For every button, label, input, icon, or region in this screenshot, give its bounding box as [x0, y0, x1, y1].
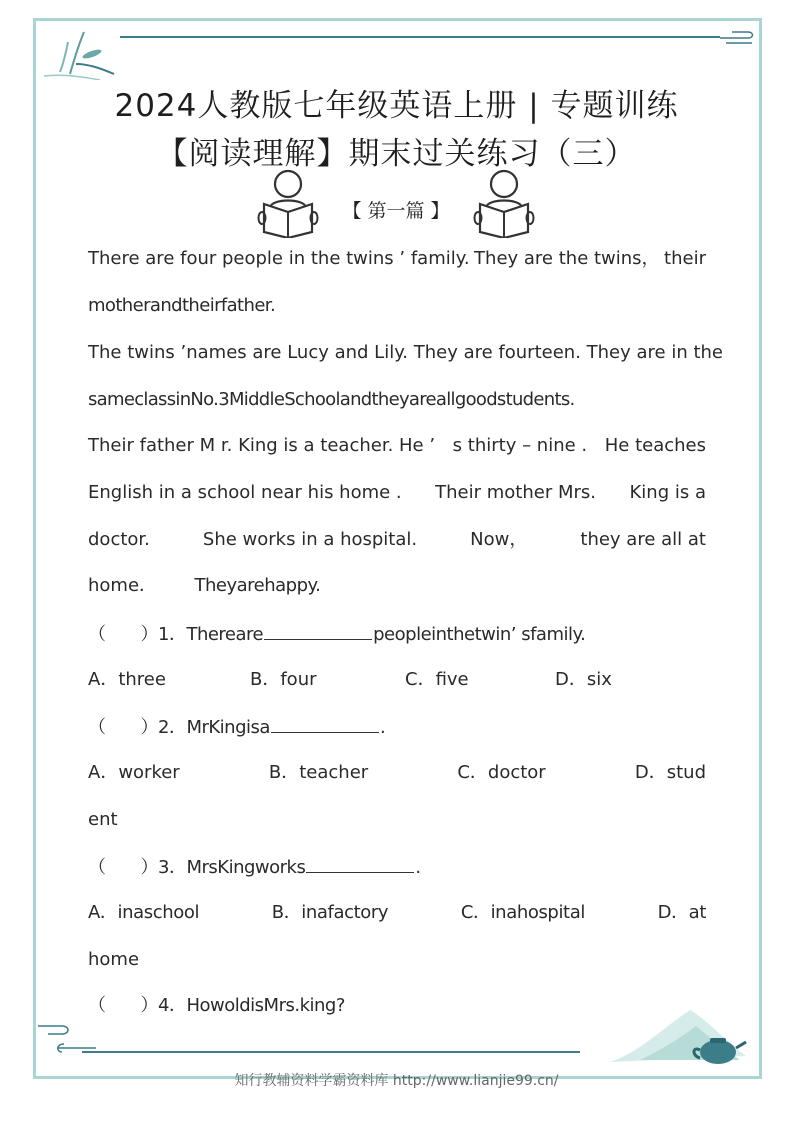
option-wrap: home	[88, 949, 140, 970]
option-d[interactable]: D．stud	[634, 762, 706, 783]
option-d[interactable]: D．at	[657, 902, 706, 923]
passage-line: home． Theyarehappy.	[88, 575, 321, 596]
page-title: 2024人教版七年级英语上册 | 专题训练	[114, 88, 679, 124]
option-a[interactable]: A．inaschool	[88, 902, 200, 923]
question-stem: （ ）2．MrKingisa .	[88, 714, 706, 740]
passage-line: sameclassinNo.3MiddleSchoolandtheyareallgoodstudents.	[88, 389, 575, 410]
answer-blank[interactable]	[306, 854, 414, 873]
option-c[interactable]: C．five	[405, 669, 469, 690]
option-a[interactable]: A．worker	[88, 762, 180, 783]
page-subtitle: 【阅读理解】期末过关练习（三）	[156, 136, 637, 172]
option-c[interactable]: C．inahospital	[460, 902, 585, 923]
question-options	[88, 668, 706, 692]
passage-line: The twins ’ names are Lucy and Lily. They are fourteen. They are in the	[88, 342, 723, 363]
passage-line: English in a school near his home . Their mother Mrs. King is a	[88, 482, 706, 503]
swirl-icon	[718, 30, 758, 46]
option-wrap: ent	[88, 809, 118, 830]
option-c[interactable]: C．doctor	[457, 762, 546, 783]
option-b[interactable]: B．four	[250, 669, 317, 690]
passage-line: motherandtheirfather.	[88, 295, 276, 316]
answer-blank[interactable]	[271, 714, 379, 733]
question-stem: （ ）1．Thereare peopleinthetwin’ sfamily.	[88, 621, 706, 647]
option-a[interactable]: A．three	[88, 669, 166, 690]
question-options	[88, 901, 706, 925]
passage-line: There are four people in the twins ’ family. They are the twins， their	[88, 248, 706, 269]
answer-blank[interactable]	[264, 621, 372, 640]
question-stem: （ ）3．MrsKingworks .	[88, 854, 706, 880]
footer-source: 知行教辅资料学霸资料库 http://www.lianjie99.cn/	[234, 1073, 559, 1089]
question-stem: （ ）4．HowoldisMrs.king?	[88, 995, 345, 1016]
reading-person-icon	[472, 168, 536, 238]
leaf-icon	[40, 24, 120, 80]
swirl-icon	[38, 1020, 98, 1056]
question-options	[88, 761, 706, 785]
section-label: 【 第一篇 】	[342, 200, 450, 222]
option-b[interactable]: B．teacher	[268, 762, 369, 783]
passage-line: Their father M r. King is a teacher. He ’ s thirty – nine . He teaches	[88, 435, 706, 456]
bottom-divider	[82, 1051, 580, 1053]
option-d[interactable]: D．six	[555, 669, 612, 690]
reading-person-icon	[256, 168, 320, 238]
top-divider	[120, 36, 720, 38]
option-b[interactable]: B．inafactory	[271, 902, 389, 923]
passage-line: doctor. She works in a hospital. Now， they are all at	[88, 529, 706, 550]
section-header	[0, 168, 793, 240]
